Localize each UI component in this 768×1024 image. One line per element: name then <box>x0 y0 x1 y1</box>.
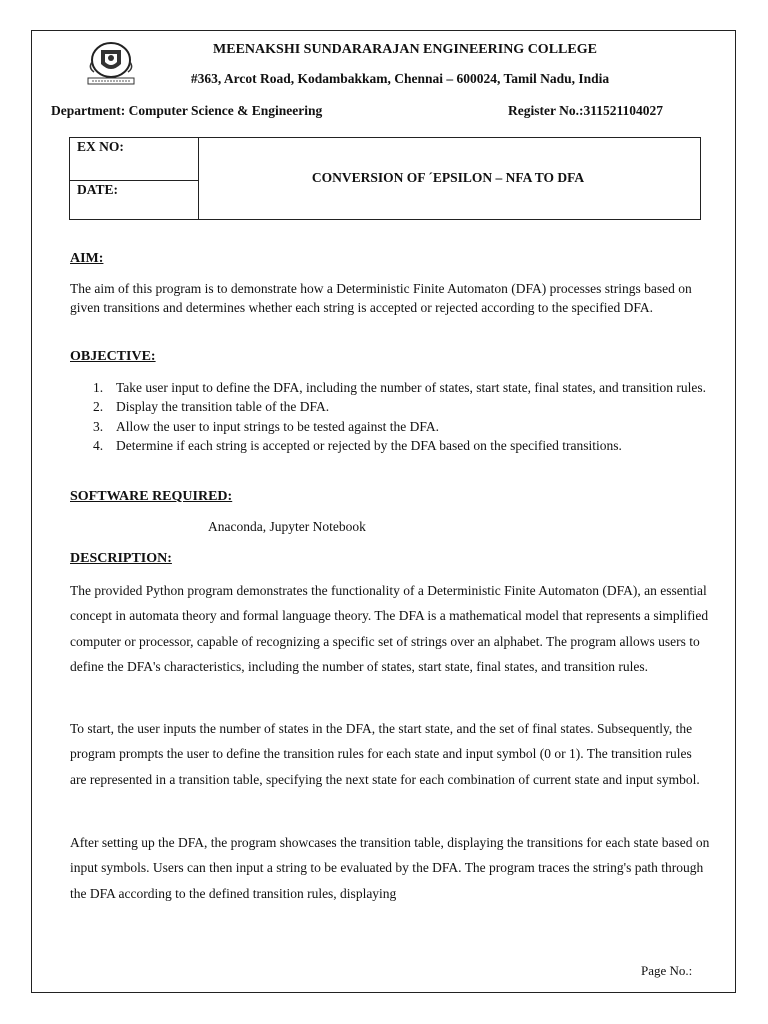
objective-list <box>70 378 710 455</box>
exercise-header-table <box>69 137 701 220</box>
register-number: Register No.:311521104027 <box>508 103 663 118</box>
list-item <box>70 417 710 436</box>
description-paragraph-3: After setting up the DFA, the program showcases the transition table, displaying the transitions for each state based on input symbols. Users can then input a string to be evaluated by the DFA. The program traces the string's path through the DFA according to the defined transition rules, displaying <box>70 835 710 901</box>
description-heading: DESCRIPTION: <box>70 551 172 566</box>
list-item-text: Allow the user to input strings to be tested against the DFA. <box>116 418 439 434</box>
list-item-number: 2. <box>93 399 104 415</box>
page-number-label: Page No.: <box>641 963 693 978</box>
list-item-text: Display the transition table of the DFA. <box>116 399 330 415</box>
exercise-meta-divider <box>70 180 198 181</box>
department-label: Department: Computer Science & Engineering <box>51 103 323 118</box>
college-name: MEENAKSHI SUNDARARAJAN ENGINEERING COLLEGE <box>213 42 597 57</box>
software-text: Anaconda, Jupyter Notebook <box>208 519 366 534</box>
list-item-text: Take user input to define the DFA, including the number of states, start state, final states, and transition rules. <box>116 380 707 395</box>
college-address: #363, Arcot Road, Kodambakkam, Chennai – 600024, Tamil Nadu, India <box>190 71 610 86</box>
description-paragraph-2: To start, the user inputs the number of states in the DFA, the start state, and the set of final states. Subsequently, the program prompts the user to define the transition rules for each state and input symbol (0 or 1). The transition rules are represented in a transition table, specifying the next state for each combination of current state and input symbol. <box>70 721 700 787</box>
list-item-number: 3. <box>93 418 104 434</box>
list-item <box>70 397 710 416</box>
date-label: DATE: <box>77 182 119 197</box>
ex-no-label: EX NO: <box>77 139 124 154</box>
list-item-text: Determine if each string is accepted or rejected by the DFA based on the specified transitions. <box>116 437 622 453</box>
aim-text: The aim of this program is to demonstrate how a Deterministic Finite Automaton (DFA) processes strings based on given transitions and determines whether each string is accepted or rejected according to the specified DFA. <box>70 281 692 315</box>
college-crest-icon <box>80 38 142 94</box>
aim-heading: AIM: <box>70 251 104 266</box>
exercise-title: CONVERSION OF ´EPSILON – NFA TO DFA <box>311 170 585 185</box>
list-item <box>70 436 710 455</box>
objective-heading: OBJECTIVE: <box>70 349 156 364</box>
description-paragraph-1: The provided Python program demonstrates the functionality of a Deterministic Finite Automaton (DFA), an essential concept in automata theory and formal language theory. The DFA is a mathematical model that represents a simplified computer or processor, capable of recognizing a specific set of strings over an alphabet. The program allows users to define the DFA's characteristics, including the number of states, start state, final states, and transition rules. <box>70 583 709 674</box>
list-item-number: 1. <box>93 380 104 395</box>
software-heading: SOFTWARE REQUIRED: <box>70 489 233 504</box>
list-item <box>70 378 710 397</box>
list-item-number: 4. <box>93 437 104 453</box>
